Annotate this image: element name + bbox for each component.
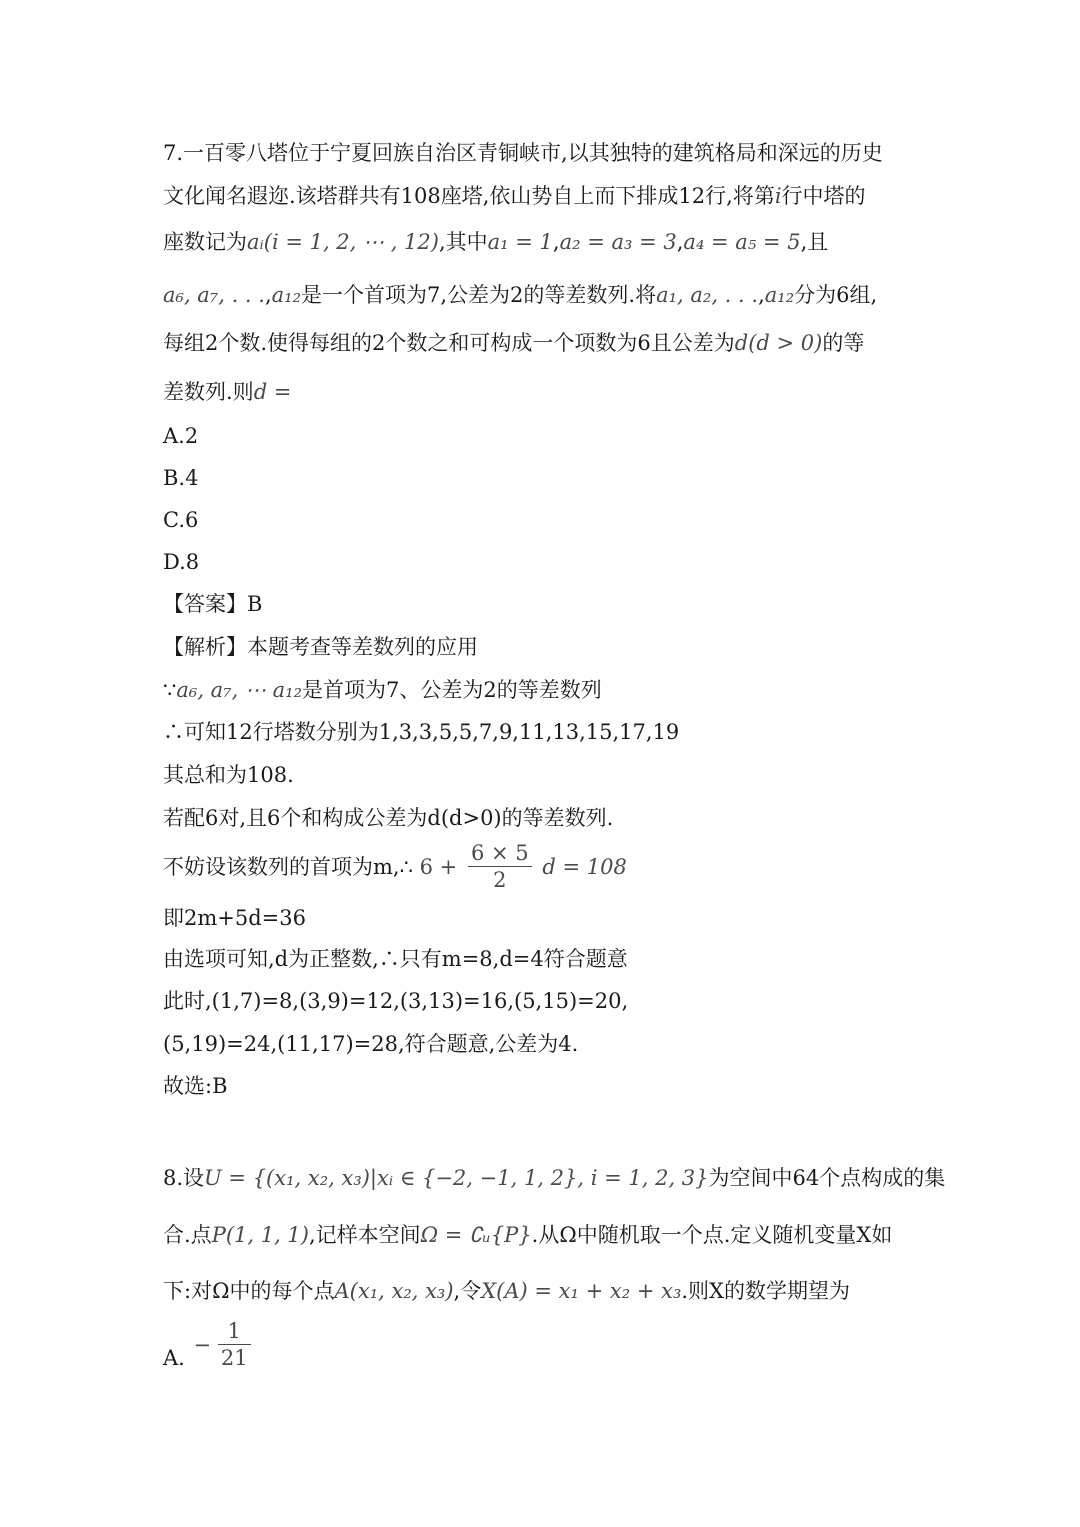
analysis-text: 是首项为7、公差为2的等差数列 (302, 678, 602, 702)
q8-math: Ω = ∁ᵤ{P} (420, 1223, 532, 1247)
q7-math: d(d > 0) (734, 331, 823, 355)
because-symbol: ∵ (163, 678, 177, 702)
q8-text: ,记样本空间 (309, 1223, 421, 1247)
q8-text: 8.设 (163, 1166, 205, 1190)
q7-line-2 (163, 183, 866, 209)
q7-text: 每组2个数.使得每组的2个数之和可构成一个项数为6且公差为 (163, 331, 735, 355)
analysis-text: 故选:B (163, 1074, 228, 1098)
q7-text: 座数记为 (163, 230, 247, 254)
q7-math-i: i (774, 184, 782, 208)
answer-text: 【答案】B (163, 592, 263, 616)
analysis-text: ∴可知12行塔数分别为1,3,3,5,5,7,9,11,13,15,17,19 (163, 720, 680, 744)
fraction-denominator: 2 (493, 868, 507, 892)
q8-math: U = {(x₁, x₂, x₃)|xᵢ ∈ {−2, −1, 1, 2}, i = 1, 2, 3} (204, 1166, 709, 1190)
analysis-line (163, 946, 628, 972)
q7-line-3 (163, 229, 828, 255)
q7-line-4 (163, 282, 877, 308)
q8-math: P(1, 1, 1) (211, 1223, 309, 1247)
analysis-text: 若配6对,且6个和构成公差为d(d>0)的等差数列. (163, 806, 614, 830)
analysis-math: d = 108 (542, 854, 627, 879)
analysis-text: 其总和为108. (163, 763, 294, 787)
analysis-heading (163, 634, 478, 660)
analysis-text: 此时,(1,7)=8,(3,9)=12,(3,13)=16,(5,15)=20, (163, 989, 629, 1013)
analysis-line (163, 762, 294, 788)
analysis-line (163, 1073, 228, 1099)
q8-text: ,令 (453, 1279, 482, 1303)
q8-text: .从Ω中随机取一个点.定义随机变量X如 (531, 1223, 893, 1247)
minus-sign: − (193, 1332, 212, 1357)
analysis-math: 6 + (419, 854, 458, 879)
option-label: D.8 (163, 550, 200, 574)
q7-option-c (163, 507, 198, 533)
q7-line-1 (163, 140, 883, 166)
q7-text: 是一个首项为7,公差为2的等差数列.将 (301, 283, 657, 307)
q7-math: d = (253, 380, 292, 404)
q7-text: 的等 (822, 331, 865, 355)
analysis-text: (5,19)=24,(11,17)=28,符合题意,公差为4. (163, 1032, 579, 1056)
q8-line-2 (163, 1222, 892, 1248)
q7-line-6 (163, 379, 291, 405)
option-label: A.2 (163, 424, 199, 448)
option-label: C.6 (163, 508, 199, 532)
q7-text: , (264, 283, 272, 307)
q7-math: a₄ = a₅ = 5 (683, 230, 801, 254)
q7-math: a₆, a₇, . . . (163, 283, 265, 307)
q8-line-3 (163, 1278, 850, 1304)
q7-text: 行中塔的 (781, 184, 866, 208)
q7-math: a₁₂ (764, 283, 795, 307)
q7-option-d (163, 549, 199, 575)
analysis-text: 由选项可知,d为正整数,∴只有m=8,d=4符合题意 (163, 947, 628, 971)
analysis-line (163, 905, 306, 931)
analysis-line (163, 805, 613, 831)
q8-option-a (163, 1318, 255, 1371)
q7-option-a (163, 423, 198, 449)
q7-text: 7.一百零八塔位于宁夏回族自治区青铜峡市,以其独特的建筑格局和深远的历史 (163, 141, 883, 165)
q7-text: , (552, 230, 560, 254)
q8-math: A(x₁, x₂, x₃) (334, 1279, 454, 1303)
q8-text: 下:对Ω中的每个点 (163, 1279, 335, 1303)
q7-text: 分为6组, (794, 283, 878, 307)
q7-option-b (163, 465, 198, 491)
q7-text: ,其中 (438, 230, 488, 254)
q7-math: a₁, a₂, . . . (656, 283, 759, 307)
analysis-line (163, 988, 628, 1014)
analysis-formula-line (163, 840, 627, 893)
analysis-text: 【解析】本题考查等差数列的应用 (163, 635, 478, 659)
q8-line-1 (163, 1165, 945, 1191)
analysis-math: a₆, a₇, ⋯ a₁₂ (176, 678, 302, 702)
q7-text: , (676, 230, 684, 254)
answer-line (163, 591, 262, 617)
analysis-line (163, 1031, 578, 1057)
q7-math: a₂ = a₃ = 3 (559, 230, 677, 254)
fraction (468, 840, 532, 893)
fraction-numerator: 1 (218, 1318, 251, 1345)
analysis-text: 不妨设该数列的首项为m,∴ (163, 854, 413, 879)
q8-text: 为空间中64个点构成的集 (708, 1166, 946, 1190)
q8-text: .则X的数学期望为 (681, 1279, 850, 1303)
q7-math: aᵢ(i = 1, 2, ⋯ , 12) (247, 230, 439, 254)
q7-text: ,且 (800, 230, 829, 254)
q7-text: 文化闻名遐迩.该塔群共有108座塔,依山势自上而下排成12行,将第 (163, 184, 775, 208)
q7-line-5 (163, 330, 864, 356)
fraction-denominator: 21 (220, 1346, 248, 1370)
option-label: B.4 (163, 466, 199, 490)
q7-math: a₁ = 1 (487, 230, 553, 254)
q7-math: a₁₂ (271, 283, 302, 307)
q8-math: X(A) = x₁ + x₂ + x₃ (481, 1279, 682, 1303)
analysis-line (163, 677, 602, 703)
analysis-text: 即2m+5d=36 (163, 906, 306, 930)
option-label: A. (163, 1346, 185, 1370)
fraction-numerator: 6 × 5 (468, 840, 532, 867)
fraction (218, 1318, 251, 1371)
q8-text: 合.点 (163, 1223, 212, 1247)
q7-text: , (758, 283, 765, 307)
q7-text: 差数列.则 (163, 380, 254, 404)
analysis-line (163, 719, 679, 745)
